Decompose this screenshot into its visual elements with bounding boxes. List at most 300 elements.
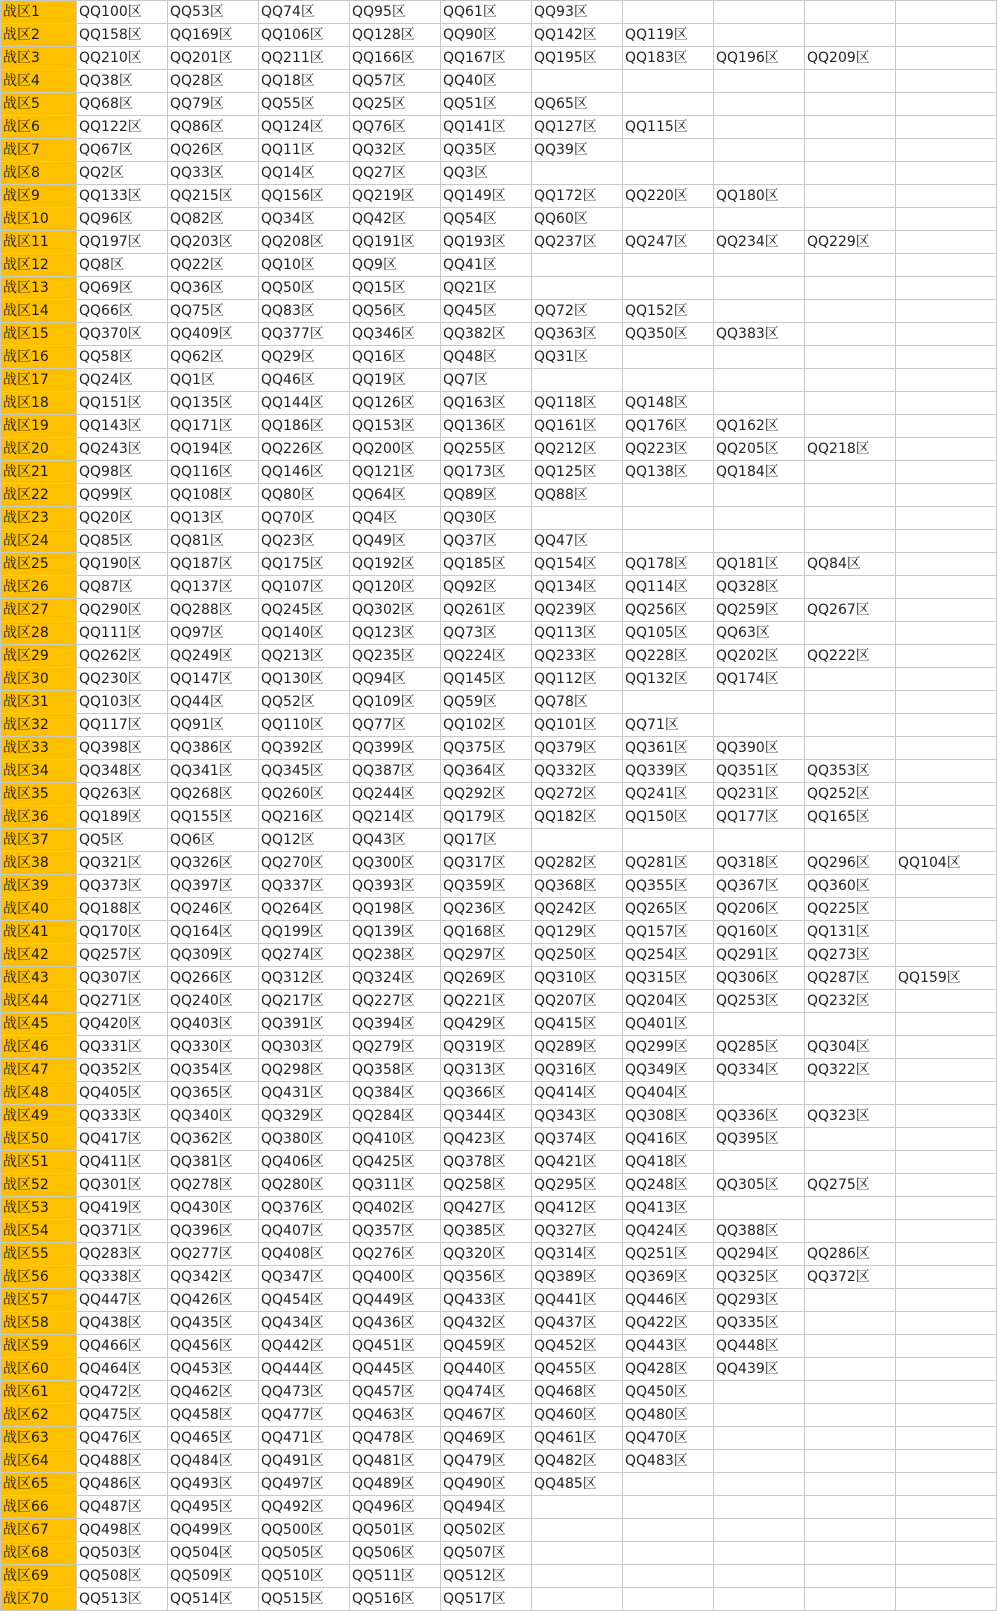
server-cell[interactable]: QQ285区 — [714, 1036, 805, 1059]
server-cell[interactable] — [623, 346, 714, 369]
server-cell[interactable]: QQ375区 — [441, 737, 532, 760]
server-cell[interactable]: QQ199区 — [259, 921, 350, 944]
server-cell[interactable] — [714, 300, 805, 323]
server-cell[interactable]: QQ471区 — [259, 1427, 350, 1450]
server-cell[interactable] — [805, 139, 896, 162]
server-cell[interactable]: QQ373区 — [77, 875, 168, 898]
server-cell[interactable]: QQ213区 — [259, 645, 350, 668]
server-cell[interactable]: QQ468区 — [532, 1381, 623, 1404]
server-cell[interactable]: QQ268区 — [168, 783, 259, 806]
zone-label-cell[interactable]: 战区22 — [1, 484, 77, 507]
zone-label-cell[interactable]: 战区64 — [1, 1450, 77, 1473]
server-cell[interactable] — [714, 1013, 805, 1036]
server-cell[interactable]: QQ217区 — [259, 990, 350, 1013]
server-cell[interactable]: QQ365区 — [168, 1082, 259, 1105]
server-cell[interactable]: QQ82区 — [168, 208, 259, 231]
server-cell[interactable]: QQ147区 — [168, 668, 259, 691]
server-cell[interactable]: QQ79区 — [168, 93, 259, 116]
server-cell[interactable]: QQ20区 — [77, 507, 168, 530]
server-cell[interactable]: QQ311区 — [350, 1174, 441, 1197]
server-cell[interactable]: QQ330区 — [168, 1036, 259, 1059]
server-cell[interactable]: QQ280区 — [259, 1174, 350, 1197]
server-cell[interactable]: QQ203区 — [168, 231, 259, 254]
server-cell[interactable]: QQ307区 — [77, 967, 168, 990]
server-cell[interactable] — [805, 1404, 896, 1427]
server-cell[interactable]: QQ382区 — [441, 323, 532, 346]
server-cell[interactable] — [805, 1473, 896, 1496]
server-cell[interactable]: QQ198区 — [350, 898, 441, 921]
server-cell[interactable] — [532, 1496, 623, 1519]
server-cell[interactable]: QQ236区 — [441, 898, 532, 921]
server-cell[interactable] — [623, 162, 714, 185]
server-cell[interactable] — [805, 1197, 896, 1220]
server-cell[interactable] — [896, 1151, 997, 1174]
server-cell[interactable]: QQ506区 — [350, 1542, 441, 1565]
server-cell[interactable] — [896, 484, 997, 507]
server-cell[interactable]: QQ312区 — [259, 967, 350, 990]
server-cell[interactable] — [805, 1, 896, 24]
server-cell[interactable]: QQ493区 — [168, 1473, 259, 1496]
server-cell[interactable]: QQ503区 — [77, 1542, 168, 1565]
server-cell[interactable]: QQ494区 — [441, 1496, 532, 1519]
server-cell[interactable]: QQ192区 — [350, 553, 441, 576]
server-cell[interactable]: QQ304区 — [805, 1036, 896, 1059]
server-cell[interactable]: QQ476区 — [77, 1427, 168, 1450]
server-cell[interactable]: QQ177区 — [714, 806, 805, 829]
server-cell[interactable]: QQ16区 — [350, 346, 441, 369]
server-cell[interactable]: QQ474区 — [441, 1381, 532, 1404]
server-cell[interactable] — [896, 300, 997, 323]
server-cell[interactable]: QQ48区 — [441, 346, 532, 369]
server-cell[interactable] — [896, 668, 997, 691]
server-cell[interactable]: QQ184区 — [714, 461, 805, 484]
server-cell[interactable] — [896, 990, 997, 1013]
zone-label-cell[interactable]: 战区50 — [1, 1128, 77, 1151]
zone-label-cell[interactable]: 战区37 — [1, 829, 77, 852]
server-cell[interactable]: QQ416区 — [623, 1128, 714, 1151]
server-cell[interactable]: QQ93区 — [532, 1, 623, 24]
server-cell[interactable]: QQ1区 — [168, 369, 259, 392]
server-cell[interactable]: QQ17区 — [441, 829, 532, 852]
server-cell[interactable] — [623, 1565, 714, 1588]
server-cell[interactable] — [896, 1312, 997, 1335]
server-cell[interactable] — [896, 1588, 997, 1611]
server-cell[interactable]: QQ132区 — [623, 668, 714, 691]
server-cell[interactable]: QQ120区 — [350, 576, 441, 599]
server-cell[interactable]: QQ388区 — [714, 1220, 805, 1243]
server-cell[interactable]: QQ66区 — [77, 300, 168, 323]
server-cell[interactable]: QQ293区 — [714, 1289, 805, 1312]
server-cell[interactable] — [805, 1450, 896, 1473]
server-cell[interactable]: QQ186区 — [259, 415, 350, 438]
server-cell[interactable]: QQ485区 — [532, 1473, 623, 1496]
server-cell[interactable]: QQ352区 — [77, 1059, 168, 1082]
server-cell[interactable]: QQ161区 — [532, 415, 623, 438]
zone-label-cell[interactable]: 战区42 — [1, 944, 77, 967]
server-cell[interactable]: QQ389区 — [532, 1266, 623, 1289]
server-cell[interactable]: QQ370区 — [77, 323, 168, 346]
server-cell[interactable]: QQ9区 — [350, 254, 441, 277]
server-cell[interactable] — [896, 116, 997, 139]
server-cell[interactable]: QQ501区 — [350, 1519, 441, 1542]
server-cell[interactable]: QQ277区 — [168, 1243, 259, 1266]
server-cell[interactable] — [896, 1335, 997, 1358]
server-cell[interactable]: QQ215区 — [168, 185, 259, 208]
server-cell[interactable] — [805, 1335, 896, 1358]
zone-label-cell[interactable]: 战区11 — [1, 231, 77, 254]
server-cell[interactable]: QQ441区 — [532, 1289, 623, 1312]
server-cell[interactable]: QQ491区 — [259, 1450, 350, 1473]
server-cell[interactable] — [714, 24, 805, 47]
server-cell[interactable]: QQ403区 — [168, 1013, 259, 1036]
server-cell[interactable]: QQ467区 — [441, 1404, 532, 1427]
server-cell[interactable]: QQ336区 — [714, 1105, 805, 1128]
server-cell[interactable]: QQ362区 — [168, 1128, 259, 1151]
server-cell[interactable]: QQ378区 — [441, 1151, 532, 1174]
server-cell[interactable]: QQ204区 — [623, 990, 714, 1013]
server-cell[interactable]: QQ393区 — [350, 875, 441, 898]
server-cell[interactable]: QQ492区 — [259, 1496, 350, 1519]
server-cell[interactable] — [805, 415, 896, 438]
server-cell[interactable]: QQ399区 — [350, 737, 441, 760]
server-cell[interactable]: QQ410区 — [350, 1128, 441, 1151]
server-cell[interactable]: QQ516区 — [350, 1588, 441, 1611]
server-cell[interactable]: QQ386区 — [168, 737, 259, 760]
server-cell[interactable]: QQ202区 — [714, 645, 805, 668]
server-cell[interactable]: QQ229区 — [805, 231, 896, 254]
server-cell[interactable]: QQ49区 — [350, 530, 441, 553]
server-cell[interactable]: QQ142区 — [532, 24, 623, 47]
server-cell[interactable]: QQ333区 — [77, 1105, 168, 1128]
server-cell[interactable] — [896, 254, 997, 277]
server-cell[interactable]: QQ486区 — [77, 1473, 168, 1496]
server-cell[interactable]: QQ472区 — [77, 1381, 168, 1404]
server-cell[interactable] — [896, 714, 997, 737]
zone-label-cell[interactable]: 战区7 — [1, 139, 77, 162]
server-cell[interactable] — [896, 185, 997, 208]
server-cell[interactable]: QQ127区 — [532, 116, 623, 139]
server-cell[interactable]: QQ488区 — [77, 1450, 168, 1473]
server-cell[interactable]: QQ39区 — [532, 139, 623, 162]
server-cell[interactable]: QQ400区 — [350, 1266, 441, 1289]
server-cell[interactable]: QQ170区 — [77, 921, 168, 944]
server-cell[interactable]: QQ212区 — [532, 438, 623, 461]
server-cell[interactable] — [623, 530, 714, 553]
server-cell[interactable] — [714, 484, 805, 507]
server-cell[interactable]: QQ197区 — [77, 231, 168, 254]
server-cell[interactable]: QQ242区 — [532, 898, 623, 921]
server-cell[interactable]: QQ191区 — [350, 231, 441, 254]
server-cell[interactable]: QQ240区 — [168, 990, 259, 1013]
server-cell[interactable]: QQ107区 — [259, 576, 350, 599]
server-cell[interactable]: QQ54区 — [441, 208, 532, 231]
server-cell[interactable]: QQ7区 — [441, 369, 532, 392]
server-cell[interactable] — [532, 277, 623, 300]
server-cell[interactable]: QQ379区 — [532, 737, 623, 760]
server-cell[interactable]: QQ383区 — [714, 323, 805, 346]
server-cell[interactable]: QQ189区 — [77, 806, 168, 829]
server-cell[interactable]: QQ22区 — [168, 254, 259, 277]
server-cell[interactable] — [714, 162, 805, 185]
server-cell[interactable] — [896, 70, 997, 93]
server-cell[interactable] — [805, 346, 896, 369]
server-cell[interactable]: QQ426区 — [168, 1289, 259, 1312]
server-cell[interactable]: QQ444区 — [259, 1358, 350, 1381]
server-cell[interactable]: QQ439区 — [714, 1358, 805, 1381]
server-cell[interactable] — [714, 829, 805, 852]
server-cell[interactable]: QQ353区 — [805, 760, 896, 783]
server-cell[interactable] — [623, 1, 714, 24]
server-cell[interactable] — [714, 1519, 805, 1542]
zone-label-cell[interactable]: 战区52 — [1, 1174, 77, 1197]
server-cell[interactable] — [714, 346, 805, 369]
server-cell[interactable]: QQ56区 — [350, 300, 441, 323]
server-cell[interactable]: QQ194区 — [168, 438, 259, 461]
server-cell[interactable]: QQ179区 — [441, 806, 532, 829]
server-cell[interactable]: QQ187区 — [168, 553, 259, 576]
server-cell[interactable]: QQ90区 — [441, 24, 532, 47]
zone-label-cell[interactable]: 战区49 — [1, 1105, 77, 1128]
server-cell[interactable]: QQ466区 — [77, 1335, 168, 1358]
server-cell[interactable]: QQ456区 — [168, 1335, 259, 1358]
server-cell[interactable]: QQ360区 — [805, 875, 896, 898]
server-cell[interactable]: QQ443区 — [623, 1335, 714, 1358]
server-cell[interactable]: QQ73区 — [441, 622, 532, 645]
server-cell[interactable] — [896, 783, 997, 806]
server-cell[interactable]: QQ374区 — [532, 1128, 623, 1151]
server-cell[interactable] — [896, 1220, 997, 1243]
server-cell[interactable]: QQ111区 — [77, 622, 168, 645]
server-cell[interactable]: QQ301区 — [77, 1174, 168, 1197]
server-cell[interactable] — [532, 507, 623, 530]
server-cell[interactable]: QQ3区 — [441, 162, 532, 185]
server-cell[interactable] — [714, 714, 805, 737]
server-cell[interactable]: QQ234区 — [714, 231, 805, 254]
zone-label-cell[interactable]: 战区27 — [1, 599, 77, 622]
server-cell[interactable]: QQ61区 — [441, 1, 532, 24]
server-cell[interactable] — [896, 1289, 997, 1312]
server-cell[interactable]: QQ430区 — [168, 1197, 259, 1220]
server-cell[interactable]: QQ335区 — [714, 1312, 805, 1335]
server-cell[interactable]: QQ112区 — [532, 668, 623, 691]
server-cell[interactable]: QQ292区 — [441, 783, 532, 806]
zone-label-cell[interactable]: 战区3 — [1, 47, 77, 70]
server-cell[interactable]: QQ19区 — [350, 369, 441, 392]
server-cell[interactable]: QQ507区 — [441, 1542, 532, 1565]
server-cell[interactable]: QQ227区 — [350, 990, 441, 1013]
server-cell[interactable]: QQ232区 — [805, 990, 896, 1013]
server-cell[interactable]: QQ205区 — [714, 438, 805, 461]
server-cell[interactable] — [896, 139, 997, 162]
server-cell[interactable]: QQ496区 — [350, 1496, 441, 1519]
server-cell[interactable]: QQ298区 — [259, 1059, 350, 1082]
server-cell[interactable]: QQ68区 — [77, 93, 168, 116]
server-cell[interactable]: QQ200区 — [350, 438, 441, 461]
server-cell[interactable]: QQ105区 — [623, 622, 714, 645]
server-cell[interactable] — [896, 1059, 997, 1082]
server-cell[interactable]: QQ149区 — [441, 185, 532, 208]
server-cell[interactable] — [805, 1220, 896, 1243]
server-cell[interactable] — [805, 1312, 896, 1335]
server-cell[interactable]: QQ139区 — [350, 921, 441, 944]
server-cell[interactable] — [896, 507, 997, 530]
server-cell[interactable]: QQ288区 — [168, 599, 259, 622]
server-cell[interactable]: QQ8区 — [77, 254, 168, 277]
server-cell[interactable]: QQ40区 — [441, 70, 532, 93]
server-cell[interactable]: QQ450区 — [623, 1381, 714, 1404]
server-cell[interactable]: QQ372区 — [805, 1266, 896, 1289]
server-cell[interactable]: QQ504区 — [168, 1542, 259, 1565]
server-cell[interactable]: QQ433区 — [441, 1289, 532, 1312]
server-cell[interactable]: QQ481区 — [350, 1450, 441, 1473]
server-cell[interactable] — [896, 1105, 997, 1128]
server-cell[interactable]: QQ245区 — [259, 599, 350, 622]
server-cell[interactable]: QQ21区 — [441, 277, 532, 300]
server-cell[interactable]: QQ347区 — [259, 1266, 350, 1289]
server-cell[interactable]: QQ96区 — [77, 208, 168, 231]
zone-label-cell[interactable]: 战区67 — [1, 1519, 77, 1542]
server-cell[interactable]: QQ261区 — [441, 599, 532, 622]
server-cell[interactable] — [896, 93, 997, 116]
server-cell[interactable]: QQ272区 — [532, 783, 623, 806]
server-cell[interactable]: QQ72区 — [532, 300, 623, 323]
server-cell[interactable]: QQ92区 — [441, 576, 532, 599]
server-cell[interactable]: QQ28区 — [168, 70, 259, 93]
server-cell[interactable]: QQ78区 — [532, 691, 623, 714]
server-cell[interactable]: QQ15区 — [350, 277, 441, 300]
server-cell[interactable] — [896, 1404, 997, 1427]
server-cell[interactable]: QQ319区 — [441, 1036, 532, 1059]
server-cell[interactable]: QQ154区 — [532, 553, 623, 576]
server-cell[interactable]: QQ414区 — [532, 1082, 623, 1105]
server-cell[interactable]: QQ130区 — [259, 668, 350, 691]
server-cell[interactable]: QQ119区 — [623, 24, 714, 47]
server-cell[interactable]: QQ36区 — [168, 277, 259, 300]
server-cell[interactable] — [623, 254, 714, 277]
server-cell[interactable] — [896, 162, 997, 185]
server-cell[interactable]: QQ95区 — [350, 1, 441, 24]
server-cell[interactable] — [714, 1588, 805, 1611]
server-cell[interactable]: QQ209区 — [805, 47, 896, 70]
server-cell[interactable]: QQ266区 — [168, 967, 259, 990]
server-cell[interactable]: QQ31区 — [532, 346, 623, 369]
server-cell[interactable] — [805, 829, 896, 852]
server-cell[interactable] — [896, 645, 997, 668]
server-cell[interactable]: QQ325区 — [714, 1266, 805, 1289]
server-cell[interactable]: QQ458区 — [168, 1404, 259, 1427]
server-cell[interactable]: QQ225区 — [805, 898, 896, 921]
server-cell[interactable] — [896, 1358, 997, 1381]
server-cell[interactable]: QQ271区 — [77, 990, 168, 1013]
server-cell[interactable]: QQ437区 — [532, 1312, 623, 1335]
server-cell[interactable]: QQ260区 — [259, 783, 350, 806]
server-cell[interactable]: QQ404区 — [623, 1082, 714, 1105]
server-cell[interactable]: QQ337区 — [259, 875, 350, 898]
server-cell[interactable] — [805, 1128, 896, 1151]
server-cell[interactable] — [714, 254, 805, 277]
server-cell[interactable]: QQ157区 — [623, 921, 714, 944]
server-cell[interactable]: QQ483区 — [623, 1450, 714, 1473]
zone-label-cell[interactable]: 战区13 — [1, 277, 77, 300]
server-cell[interactable]: QQ259区 — [714, 599, 805, 622]
server-cell[interactable]: QQ220区 — [623, 185, 714, 208]
server-cell[interactable]: QQ477区 — [259, 1404, 350, 1427]
zone-label-cell[interactable]: 战区25 — [1, 553, 77, 576]
server-cell[interactable]: QQ27区 — [350, 162, 441, 185]
server-cell[interactable] — [805, 185, 896, 208]
server-cell[interactable] — [805, 1289, 896, 1312]
server-cell[interactable]: QQ173区 — [441, 461, 532, 484]
server-cell[interactable]: QQ43区 — [350, 829, 441, 852]
zone-label-cell[interactable]: 战区44 — [1, 990, 77, 1013]
zone-label-cell[interactable]: 战区8 — [1, 162, 77, 185]
server-cell[interactable]: QQ498区 — [77, 1519, 168, 1542]
server-cell[interactable]: QQ415区 — [532, 1013, 623, 1036]
server-cell[interactable]: QQ490区 — [441, 1473, 532, 1496]
server-cell[interactable] — [805, 622, 896, 645]
server-cell[interactable]: QQ402区 — [350, 1197, 441, 1220]
server-cell[interactable]: QQ247区 — [623, 231, 714, 254]
server-cell[interactable]: QQ97区 — [168, 622, 259, 645]
server-cell[interactable]: QQ151区 — [77, 392, 168, 415]
server-cell[interactable]: QQ419区 — [77, 1197, 168, 1220]
server-cell[interactable]: QQ231区 — [714, 783, 805, 806]
zone-label-cell[interactable]: 战区18 — [1, 392, 77, 415]
server-cell[interactable]: QQ196区 — [714, 47, 805, 70]
server-cell[interactable]: QQ354区 — [168, 1059, 259, 1082]
server-cell[interactable]: QQ291区 — [714, 944, 805, 967]
zone-label-cell[interactable]: 战区19 — [1, 415, 77, 438]
server-cell[interactable]: QQ442区 — [259, 1335, 350, 1358]
server-cell[interactable]: QQ134区 — [532, 576, 623, 599]
server-cell[interactable]: QQ475区 — [77, 1404, 168, 1427]
server-cell[interactable]: QQ309区 — [168, 944, 259, 967]
server-cell[interactable] — [714, 1, 805, 24]
zone-label-cell[interactable]: 战区14 — [1, 300, 77, 323]
server-cell[interactable]: QQ249区 — [168, 645, 259, 668]
server-cell[interactable]: QQ289区 — [532, 1036, 623, 1059]
server-cell[interactable]: QQ392区 — [259, 737, 350, 760]
server-cell[interactable] — [714, 530, 805, 553]
server-cell[interactable]: QQ398区 — [77, 737, 168, 760]
server-cell[interactable]: QQ201区 — [168, 47, 259, 70]
zone-label-cell[interactable]: 战区43 — [1, 967, 77, 990]
server-cell[interactable]: QQ391区 — [259, 1013, 350, 1036]
server-cell[interactable]: QQ397区 — [168, 875, 259, 898]
server-cell[interactable] — [896, 415, 997, 438]
server-cell[interactable]: QQ320区 — [441, 1243, 532, 1266]
server-cell[interactable]: QQ515区 — [259, 1588, 350, 1611]
server-cell[interactable]: QQ279区 — [350, 1036, 441, 1059]
server-cell[interactable]: QQ343区 — [532, 1105, 623, 1128]
server-cell[interactable]: QQ250区 — [532, 944, 623, 967]
server-cell[interactable]: QQ162区 — [714, 415, 805, 438]
server-cell[interactable] — [896, 737, 997, 760]
server-cell[interactable]: QQ313区 — [441, 1059, 532, 1082]
server-cell[interactable]: QQ76区 — [350, 116, 441, 139]
server-cell[interactable]: QQ297区 — [441, 944, 532, 967]
server-cell[interactable]: QQ106区 — [259, 24, 350, 47]
server-cell[interactable]: QQ405区 — [77, 1082, 168, 1105]
server-cell[interactable] — [623, 139, 714, 162]
server-cell[interactable]: QQ150区 — [623, 806, 714, 829]
server-cell[interactable]: QQ332区 — [532, 760, 623, 783]
zone-label-cell[interactable]: 战区26 — [1, 576, 77, 599]
server-cell[interactable]: QQ427区 — [441, 1197, 532, 1220]
server-cell[interactable] — [896, 760, 997, 783]
zone-label-cell[interactable]: 战区54 — [1, 1220, 77, 1243]
server-cell[interactable]: QQ497区 — [259, 1473, 350, 1496]
